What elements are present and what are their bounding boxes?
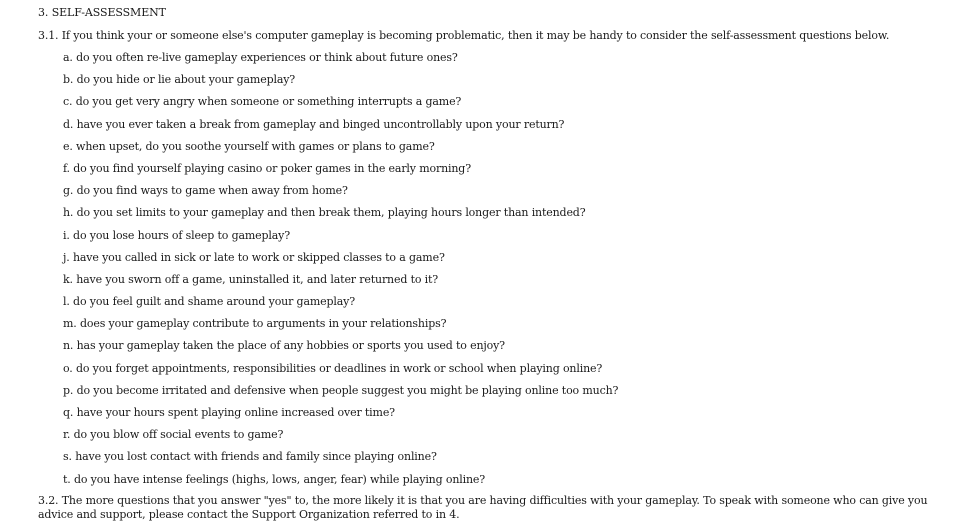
question-item: q. have your hours spent playing online increased over time? bbox=[63, 406, 395, 419]
question-item: b. do you hide or lie about your gameplay? bbox=[63, 73, 296, 87]
question-item: o. do you forget appointments, responsibilities or deadlines in work or school when playing online? bbox=[63, 361, 603, 375]
question-list bbox=[63, 50, 618, 494]
question-item: g. do you find ways to game when away from home? bbox=[63, 184, 348, 198]
question-item: d. have you ever taken a break from gameplay and binged uncontrollably upon your return? bbox=[63, 117, 565, 131]
question-item: t. do you have intense feelings (highs, lows, anger, fear) while playing online? bbox=[63, 472, 486, 486]
intro-paragraph: 3.1. If you think your or someone else's computer gameplay is becoming problematic, then it may be handy to consider the self-assessment questions below. bbox=[38, 29, 890, 42]
question-item: l. do you feel guilt and shame around your gameplay? bbox=[63, 295, 355, 309]
question-item: j. have you called in sick or late to work or skipped classes to a game? bbox=[63, 250, 445, 264]
question-item: i. do you lose hours of sleep to gameplay? bbox=[63, 228, 290, 242]
question-item: m. does your gameplay contribute to arguments in your relationships? bbox=[63, 317, 447, 331]
question-item: c. do you get very angry when someone or something interrupts a game? bbox=[63, 95, 462, 109]
question-item: n. has your gameplay taken the place of any hobbies or sports you used to enjoy? bbox=[63, 339, 505, 353]
conclusion-paragraph: 3.2. The more questions that you answer "yes" to, the more likely it is that you are having difficulties with your gameplay. To speak with someone who can give you advice and support, please contact the Support Organization referred to in 4. bbox=[38, 494, 928, 521]
question-item: h. do you set limits to your gameplay and then break them, playing hours longer than intended? bbox=[63, 206, 586, 220]
question-item: f. do you find yourself playing casino or poker games in the early morning? bbox=[63, 161, 471, 175]
question-item: p. do you become irritated and defensive when people suggest you might be playing online too much? bbox=[63, 383, 619, 397]
question-item: e. when upset, do you soothe yourself with games or plans to game? bbox=[63, 139, 435, 153]
section-heading: 3. SELF-ASSESSMENT bbox=[38, 6, 166, 19]
question-item: r. do you blow off social events to game? bbox=[63, 428, 284, 442]
question-item: k. have you sworn off a game, uninstalled it, and later returned to it? bbox=[63, 272, 439, 286]
question-item: a. do you often re-live gameplay experiences or think about future ones? bbox=[63, 51, 458, 64]
question-item: s. have you lost contact with friends and family since playing online? bbox=[63, 450, 437, 464]
